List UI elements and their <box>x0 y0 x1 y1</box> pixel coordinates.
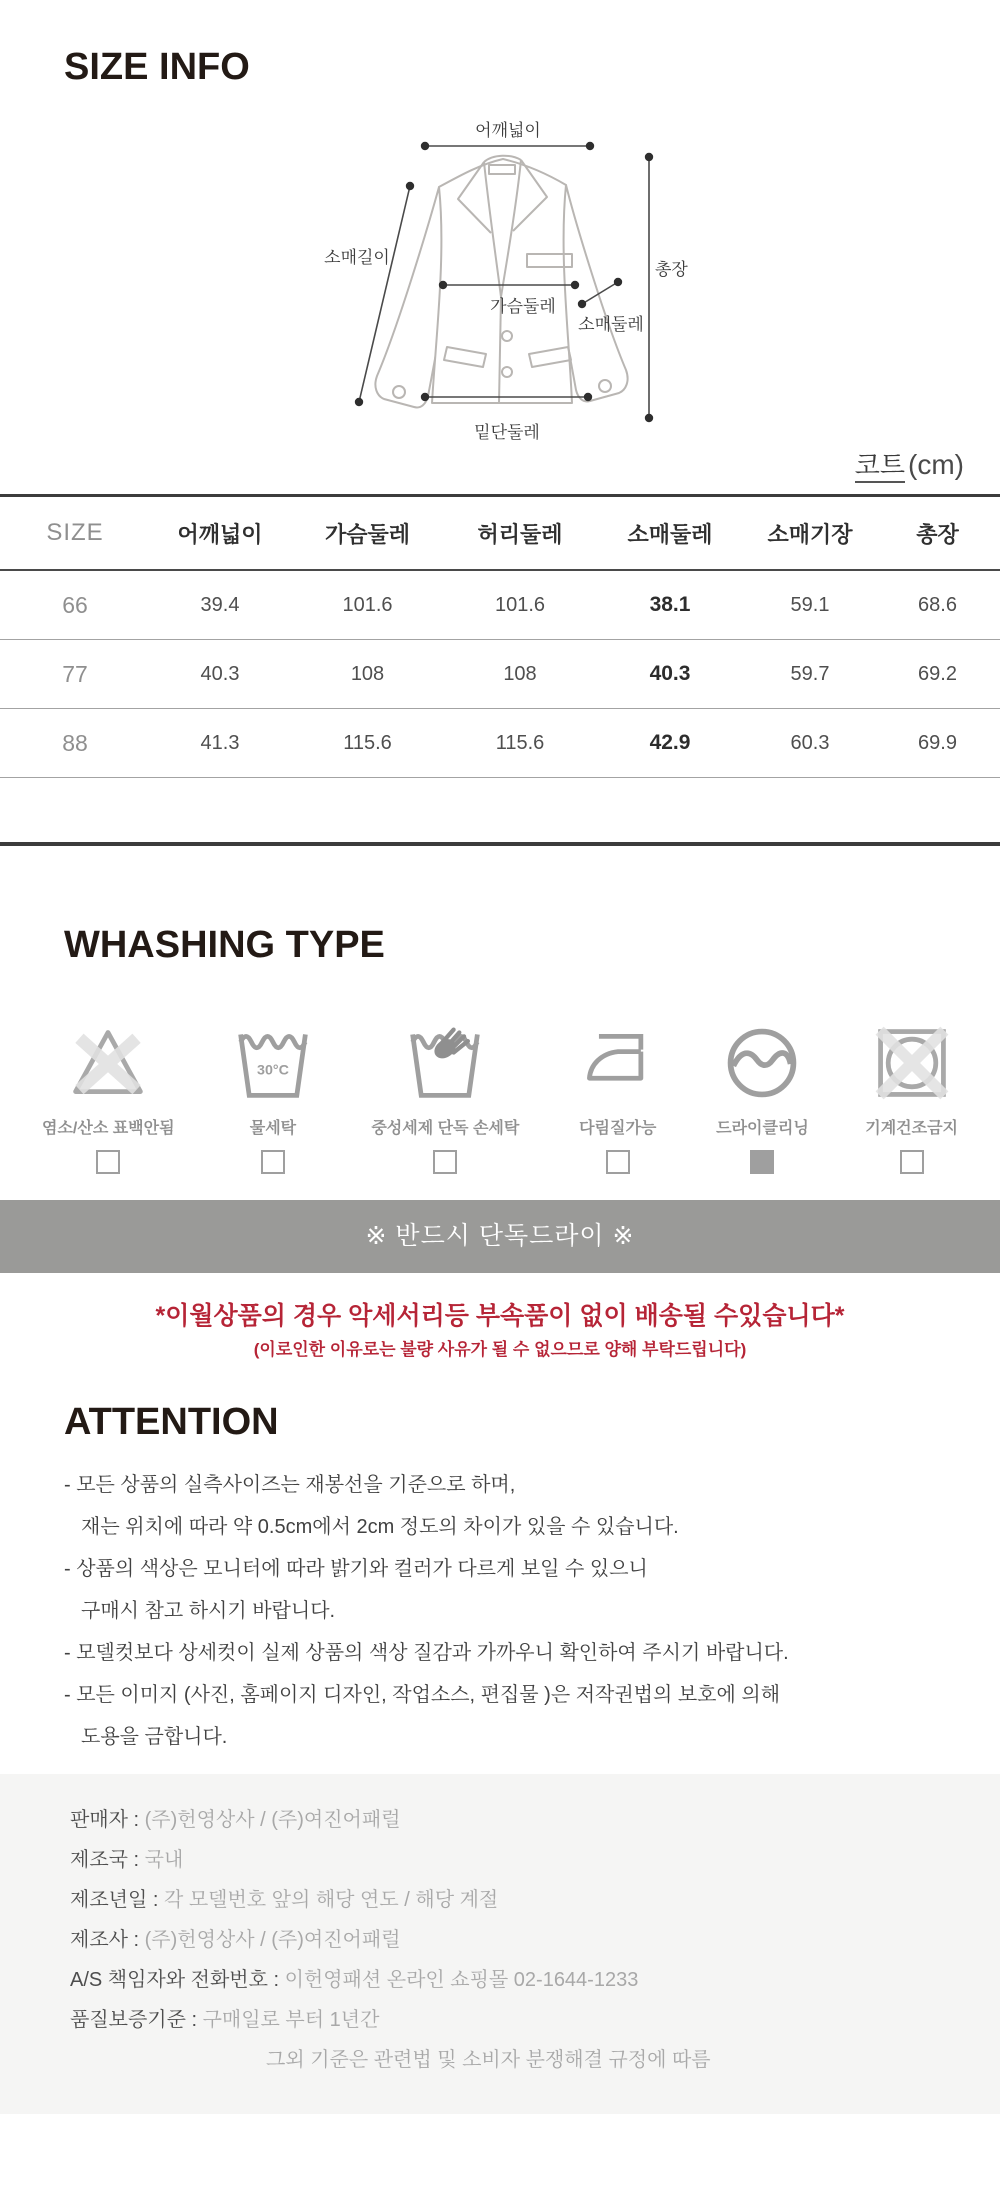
size-table-cell: 60.3 <box>745 709 875 778</box>
seller-row-separator: : <box>127 1929 145 1951</box>
attention-item: - 모든 상품의 실측사이즈는 재봉선을 기준으로 하며, <box>64 1474 516 1496</box>
jacket-illustration <box>375 156 627 408</box>
size-table-cell: 77 <box>0 640 150 709</box>
attention-item-continued: 구매시 참고 하시기 바랍니다. <box>81 1600 336 1622</box>
wash-item-label: 다림질가능 <box>579 1120 657 1137</box>
size-table-cell: 68.6 <box>875 570 1000 640</box>
seller-info-row <box>70 1920 960 1960</box>
size-table-cell: 88 <box>0 709 150 778</box>
seller-row-label: 제조국 <box>70 1849 128 1871</box>
wash-item <box>716 1019 809 1174</box>
size-table-cell: 69.2 <box>875 640 1000 709</box>
seller-row-value: 각 모델번호 앞의 해당 연도 / 해당 계절 <box>163 1889 499 1911</box>
label-sleeve-circumference: 소매둘레 <box>578 315 644 334</box>
size-table-header-row <box>0 496 1000 571</box>
seller-row-label: 품질보증기준 <box>70 2009 186 2031</box>
wash-item-label: 물세탁 <box>249 1120 297 1137</box>
seller-row-label: 제조년일 <box>70 1889 148 1911</box>
seller-row-value: (주)헌영상사 / (주)여진어패럴 <box>144 1809 401 1831</box>
label-chest: 가슴둘레 <box>490 297 556 316</box>
washing-items <box>0 1019 1000 1174</box>
label-hem: 밑단둘레 <box>474 423 540 442</box>
washing-type-title: WHASHING TYPE <box>64 924 385 966</box>
seller-row-value: 국내 <box>144 1849 184 1871</box>
seller-row-separator: : <box>267 1969 285 1991</box>
seller-row-separator: : <box>147 1889 164 1911</box>
seller-row-label: 제조사 <box>70 1929 128 1951</box>
size-table-cell: 39.4 <box>150 570 290 640</box>
seller-info-row <box>70 1840 960 1880</box>
size-table-header: 총장 <box>875 496 1000 571</box>
label-shoulder-width: 어깨넓이 <box>475 121 541 140</box>
size-table-row <box>0 640 1000 709</box>
label-total-length: 총장 <box>655 260 688 279</box>
size-table-cell: 101.6 <box>445 570 595 640</box>
size-table <box>0 494 1000 846</box>
attention-item: - 모든 이미지 (사진, 홈페이지 디자인, 작업소스, 편집물 )은 저작권법의 보호에 의해 <box>64 1684 781 1706</box>
size-table-row <box>0 709 1000 778</box>
hand-wash-icon <box>403 1019 487 1103</box>
dry-clean-only-banner: ※ 반드시 단독드라이 ※ <box>0 1200 1000 1273</box>
jacket-diagram-svg <box>280 105 700 465</box>
unit-suffix: (cm) <box>908 449 964 480</box>
size-table-cell: 42.9 <box>595 709 745 778</box>
size-table-cell: 59.1 <box>745 570 875 640</box>
seller-info-row <box>70 1880 960 1920</box>
iron-icon <box>576 1019 660 1103</box>
size-info-title: SIZE INFO <box>64 46 250 88</box>
wash-item-label: 드라이클리닝 <box>716 1120 809 1137</box>
wash-item-checkbox[interactable] <box>606 1150 630 1174</box>
unit-name: 코트 <box>855 450 905 483</box>
size-table-cell: 101.6 <box>290 570 445 640</box>
size-table-cell: 115.6 <box>290 709 445 778</box>
size-table-cell: 69.9 <box>875 709 1000 778</box>
attention-list <box>64 1464 936 1758</box>
size-diagram <box>280 105 700 465</box>
size-table-header: SIZE <box>0 496 150 571</box>
no-bleach-icon <box>66 1019 150 1103</box>
size-table-cell: 66 <box>0 570 150 640</box>
size-table-cell: 108 <box>445 640 595 709</box>
size-table-cell: 59.7 <box>745 640 875 709</box>
seller-row-separator: : <box>185 2009 203 2031</box>
seller-info-row <box>70 2000 960 2040</box>
wash-item <box>865 1019 958 1174</box>
seller-row-label: 판매자 <box>70 1809 128 1831</box>
size-table-header: 소매둘레 <box>595 496 745 571</box>
water-wash-icon <box>231 1019 315 1103</box>
seller-row-value: 구매일로 부터 1년간 <box>202 2009 380 2031</box>
size-table-cell: 40.3 <box>595 640 745 709</box>
wash-item-checkbox[interactable] <box>261 1150 285 1174</box>
seller-row-separator: : <box>127 1849 145 1871</box>
dry-clean-icon <box>720 1019 804 1103</box>
seller-info-row <box>70 1800 960 1840</box>
size-table-cell: 115.6 <box>445 709 595 778</box>
wash-item-label: 염소/산소 표백안됨 <box>42 1120 175 1137</box>
seller-info-rows <box>70 1800 960 2040</box>
attention-title: ATTENTION <box>64 1401 279 1443</box>
seller-row-label: A/S 책임자와 전화번호 <box>70 1969 268 1991</box>
size-table-body <box>0 570 1000 778</box>
size-table-row <box>0 570 1000 640</box>
size-table-header: 허리둘레 <box>445 496 595 571</box>
wash-item-label: 중성세제 단독 손세탁 <box>371 1120 520 1137</box>
size-table-cell: 38.1 <box>595 570 745 640</box>
size-table-header: 어깨넓이 <box>150 496 290 571</box>
seller-info-row <box>70 1960 960 2000</box>
size-table-header: 가슴둘레 <box>290 496 445 571</box>
wash-item <box>42 1019 175 1174</box>
warning-line-2: (이로인한 이유로는 불량 사유가 될 수 없으므로 양해 부탁드립니다) <box>253 1340 747 1359</box>
wash-item-checkbox[interactable] <box>433 1150 457 1174</box>
seller-row-separator: : <box>127 1809 145 1831</box>
wash-item <box>576 1019 660 1174</box>
size-table-cell: 40.3 <box>150 640 290 709</box>
wash-item-checkbox[interactable] <box>96 1150 120 1174</box>
attention-item-continued: 재는 위치에 따라 약 0.5cm에서 2cm 정도의 차이가 있을 수 있습니다. <box>81 1516 679 1538</box>
wash-item <box>231 1019 315 1174</box>
wash-item-label: 기계건조금지 <box>865 1120 958 1137</box>
attention-item: - 상품의 색상은 모니터에 따라 밝기와 컬러가 다르게 보일 수 있으니 <box>64 1558 648 1580</box>
seller-info-box <box>0 1774 1000 2114</box>
svg-text:30°C: 30°C <box>257 1062 289 1079</box>
label-sleeve-length: 소매길이 <box>324 248 390 267</box>
size-table-header: 소매기장 <box>745 496 875 571</box>
wash-item-checkbox[interactable] <box>750 1150 774 1174</box>
wash-item-checkbox[interactable] <box>900 1150 924 1174</box>
size-table-cell: 41.3 <box>150 709 290 778</box>
seller-row-value: 이헌영패션 온라인 쇼핑몰 02-1644-1233 <box>284 1969 639 1991</box>
attention-item: - 모델컷보다 상세컷이 실제 상품의 색상 질감과 가까우니 확인하여 주시기 바랍니다. <box>64 1642 789 1664</box>
seller-row-value: (주)헌영상사 / (주)여진어패럴 <box>144 1929 401 1951</box>
size-table-empty-row <box>0 778 1000 845</box>
no-tumble-dry-icon <box>870 1019 954 1103</box>
unit-label <box>0 445 1000 482</box>
size-table-cell: 108 <box>290 640 445 709</box>
attention-item-continued: 도용을 금합니다. <box>81 1726 228 1748</box>
wash-item <box>371 1019 519 1174</box>
seller-warranty-note: 그외 기준은 관련법 및 소비자 분쟁해결 규정에 따름 <box>266 2049 711 2071</box>
warning-line-1: *이월상품의 경우 악세서리등 부속품이 없이 배송될 수있습니다* <box>155 1302 845 1330</box>
